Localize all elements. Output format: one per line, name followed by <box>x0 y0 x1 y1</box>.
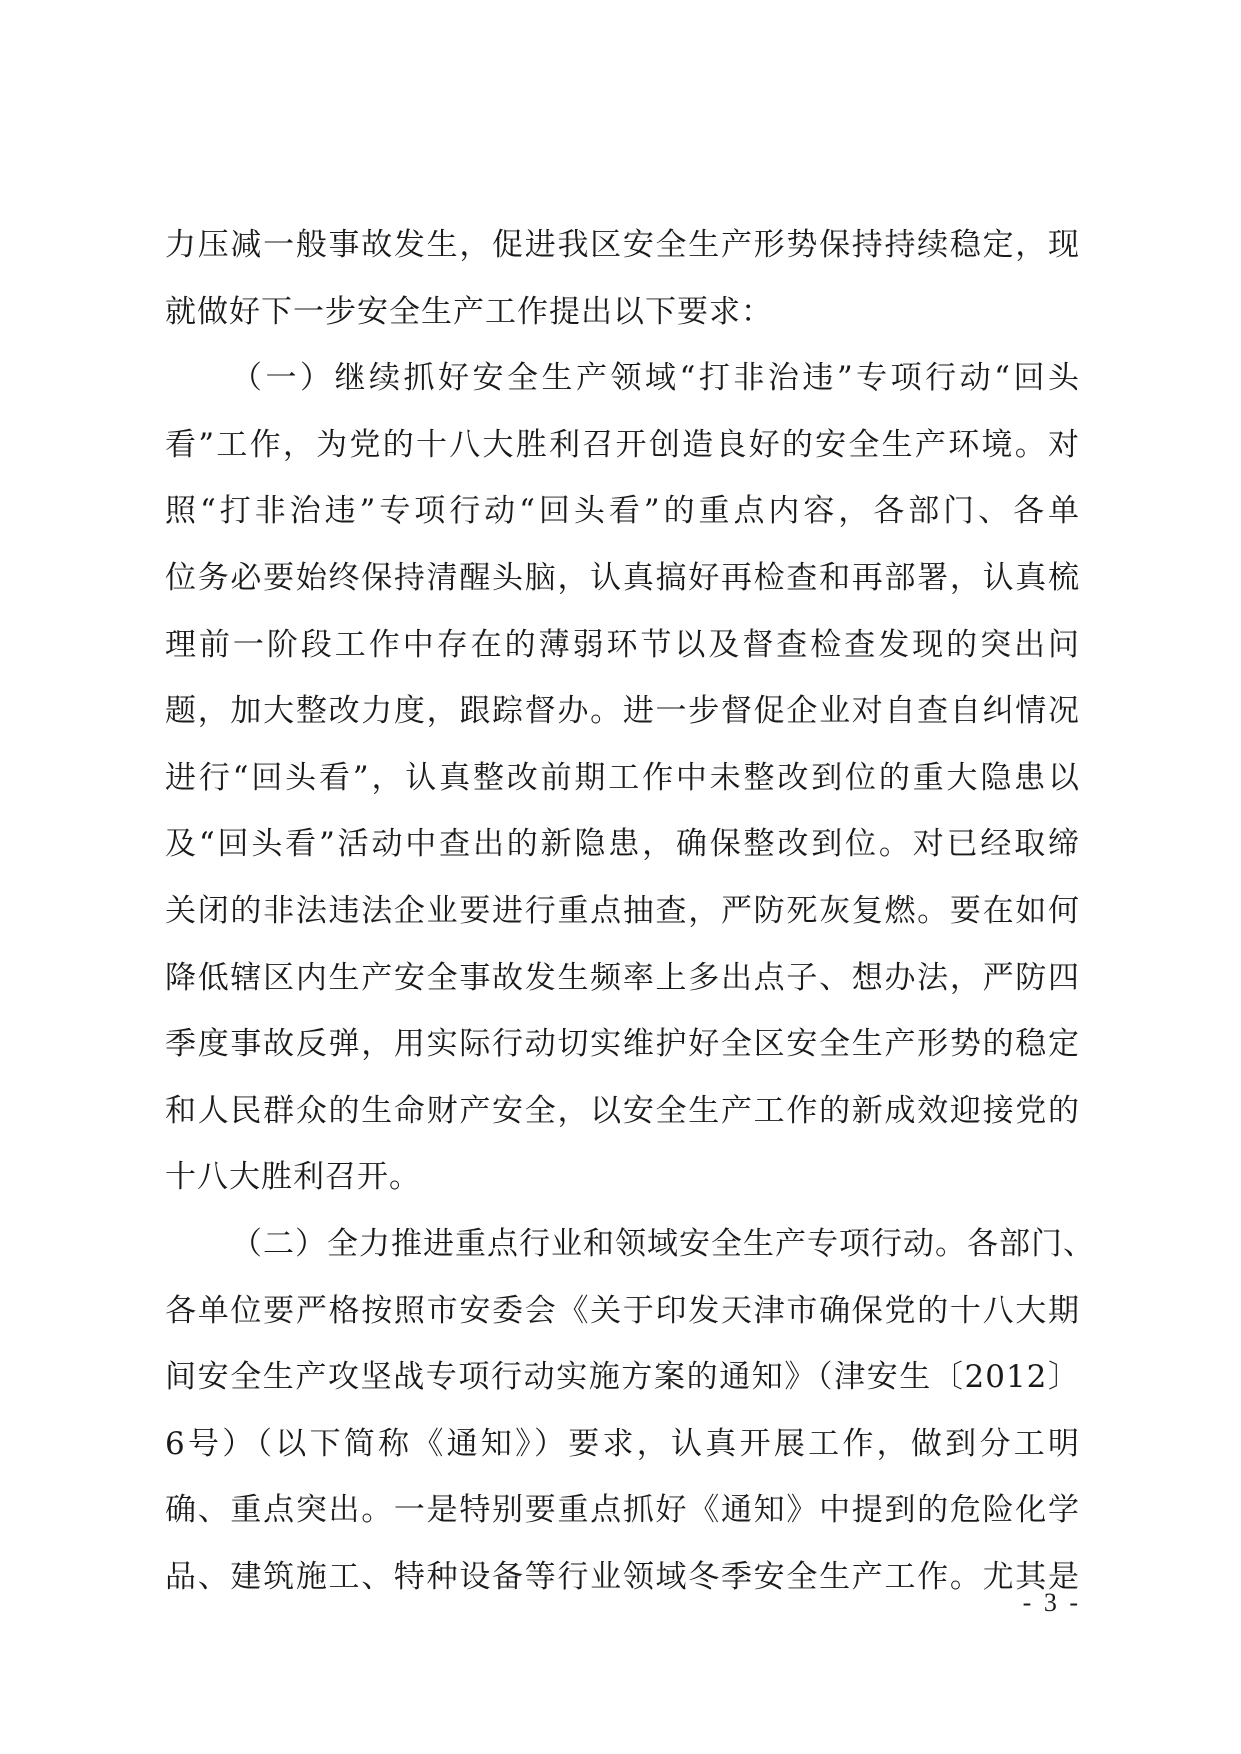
text-line: 关闭的非法违法企业要进行重点抽查，严防死灰复燃。要在如何 <box>165 892 1080 929</box>
text-line: 理前一阶段工作中存在的薄弱环节以及督查检查发现的突出问 <box>165 626 1080 663</box>
text-line: 就做好下一步安全生产工作提出以下要求： <box>165 293 773 330</box>
text-line: 进行“回头看”，认真整改前期工作中未整改到位的重大隐患以 <box>165 759 1080 796</box>
paragraph-start-line: （二）全力推进重点行业和领域安全生产专项行动。各部门、 <box>231 1225 1095 1262</box>
body-text <box>165 212 1095 1610</box>
text-line: 降低辖区内生产安全事故发生频率上多出点子、想办法，严防四 <box>165 959 1080 996</box>
text-line: 十八大胜利召开。 <box>165 1159 421 1196</box>
page-number: - 3 - <box>1022 1588 1081 1617</box>
text-line: 题，加大整改力度，跟踪督办。进一步督促企业对自查自纠情况 <box>165 693 1080 730</box>
paragraph-start-line: （一）继续抓好安全生产领域“打非治违”专项行动“回头 <box>231 360 1080 397</box>
text-line: 季度事故反弹，用实际行动切实维护好全区安全生产形势的稳定 <box>165 1026 1080 1063</box>
text-line: 力压减一般事故发生，促进我区安全生产形势保持持续稳定，现 <box>165 227 1080 263</box>
text-line: 间安全生产攻坚战专项行动实施方案的通知》（津安生〔2012〕 <box>165 1359 1080 1396</box>
text-line: 看”工作，为党的十八大胜利召开创造良好的安全生产环境。对 <box>165 426 1080 463</box>
text-line: 确、重点突出。一是特别要重点抓好《通知》中提到的危险化学 <box>165 1492 1080 1529</box>
text-line: 和人民群众的生命财产安全，以安全生产工作的新成效迎接党的 <box>165 1092 1080 1129</box>
text-line: 照“打非治违”专项行动“回头看”的重点内容，各部门、各单 <box>165 493 1080 530</box>
text-line: 各单位要严格按照市安委会《关于印发天津市确保党的十八大期 <box>165 1292 1080 1329</box>
text-line: 6号）（以下简称《通知》）要求，认真开展工作，做到分工明 <box>165 1425 1080 1462</box>
text-line: 位务必要始终保持清醒头脑，认真搞好再检查和再部署，认真梳 <box>165 559 1080 596</box>
text-line: 及“回头看”活动中查出的新隐患，确保整改到位。对已经取缔 <box>165 826 1080 863</box>
text-line: 品、建筑施工、特种设备等行业领域冬季安全生产工作。尤其是 <box>165 1558 1080 1595</box>
